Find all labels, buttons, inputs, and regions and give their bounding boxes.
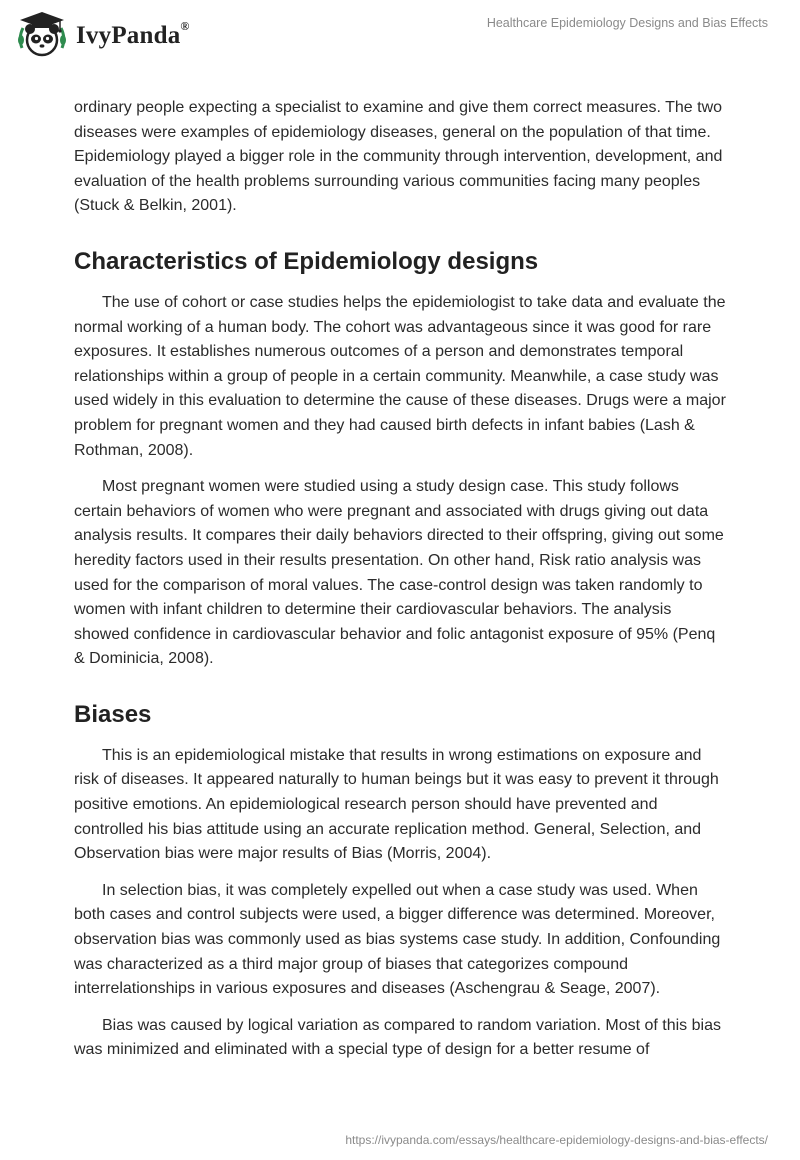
document-title: Healthcare Epidemiology Designs and Bias Effects [486, 16, 768, 30]
paragraph: Bias was caused by logical variation as compared to random variation. Most of this bias was minimized and eliminated with a special type of design for a better resume of [74, 1016, 721, 1059]
paragraph: The use of cohort or case studies helps the epidemiologist to take data and evaluate the normal working of a human body. The cohort was advantageous since it was good for rare exposures. It establishes numerous outcomes of a person and demonstrates temporal relationships within a group of people in a certain community. Meanwhile, a case study was used widely in this evaluation to determine the cause of these diseases. Drugs were a major problem for pregnant women and they had caused birth defects in infant babies (Lash & Rothman, 2008). [74, 293, 726, 459]
section-heading-characteristics: Characteristics of Epidemiology designs [74, 247, 539, 275]
panda-graduate-logo-icon [14, 8, 70, 64]
ivypanda-logo-link[interactable] [14, 8, 190, 64]
logo-wordmark: IvyPanda® [76, 18, 190, 49]
paragraph-continued: ordinary people expecting a specialist to examine and give them correct measures. The two diseases were examples of epidemiology diseases, general on the population of that time. Epidemiology played a bigger role in the community through intervention, development, and evaluation of the health problems surrounding various communities facing many peoples (Stuck & Belkin, 2001). [74, 99, 723, 215]
essay-content [74, 96, 730, 1075]
source-url-link[interactable]: https://ivypanda.com/essays/healthcare-epidemiology-designs-and-bias-effects/ [345, 1133, 768, 1147]
paragraph: In selection bias, it was completely expelled out when a case study was used. When both cases and control subjects were used, a bigger difference was determined. Moreover, observation bias was commonly used as bias systems case study. In addition, Confounding was characterized as a third major group of biases that categorizes compound interrelationships in various exposures and diseases (Aschengrau & Seage, 2007). [74, 881, 721, 998]
paragraph: Most pregnant women were studied using a study design case. This study follows certain behaviors of women who were pregnant and associated with drugs giving out data analysis results. It compares their daily behaviors directed to their offspring, giving out some heredity factors used in their results presentation. On other hand, Risk ratio analysis was used for the comparison of moral values. The case-control design was taken randomly to women with infant children to determine their cardiovascular behaviors. The analysis showed confidence in cardiovascular behavior and folic antagonist exposure of 95% (Penq & Dominicia, 2008). [74, 478, 724, 668]
section-heading-biases: Biases [74, 700, 152, 728]
page-header [0, 0, 800, 70]
paragraph: This is an epidemiological mistake that results in wrong estimations on exposure and risk of diseases. It appeared naturally to human beings but it was easy to prevent it through positive emotions. An epidemiological research person should have prevented and controlled his bias attitude using an accurate replication method. General, Selection, and Observation bias were major results of Bias (Morris, 2004). [74, 746, 719, 863]
